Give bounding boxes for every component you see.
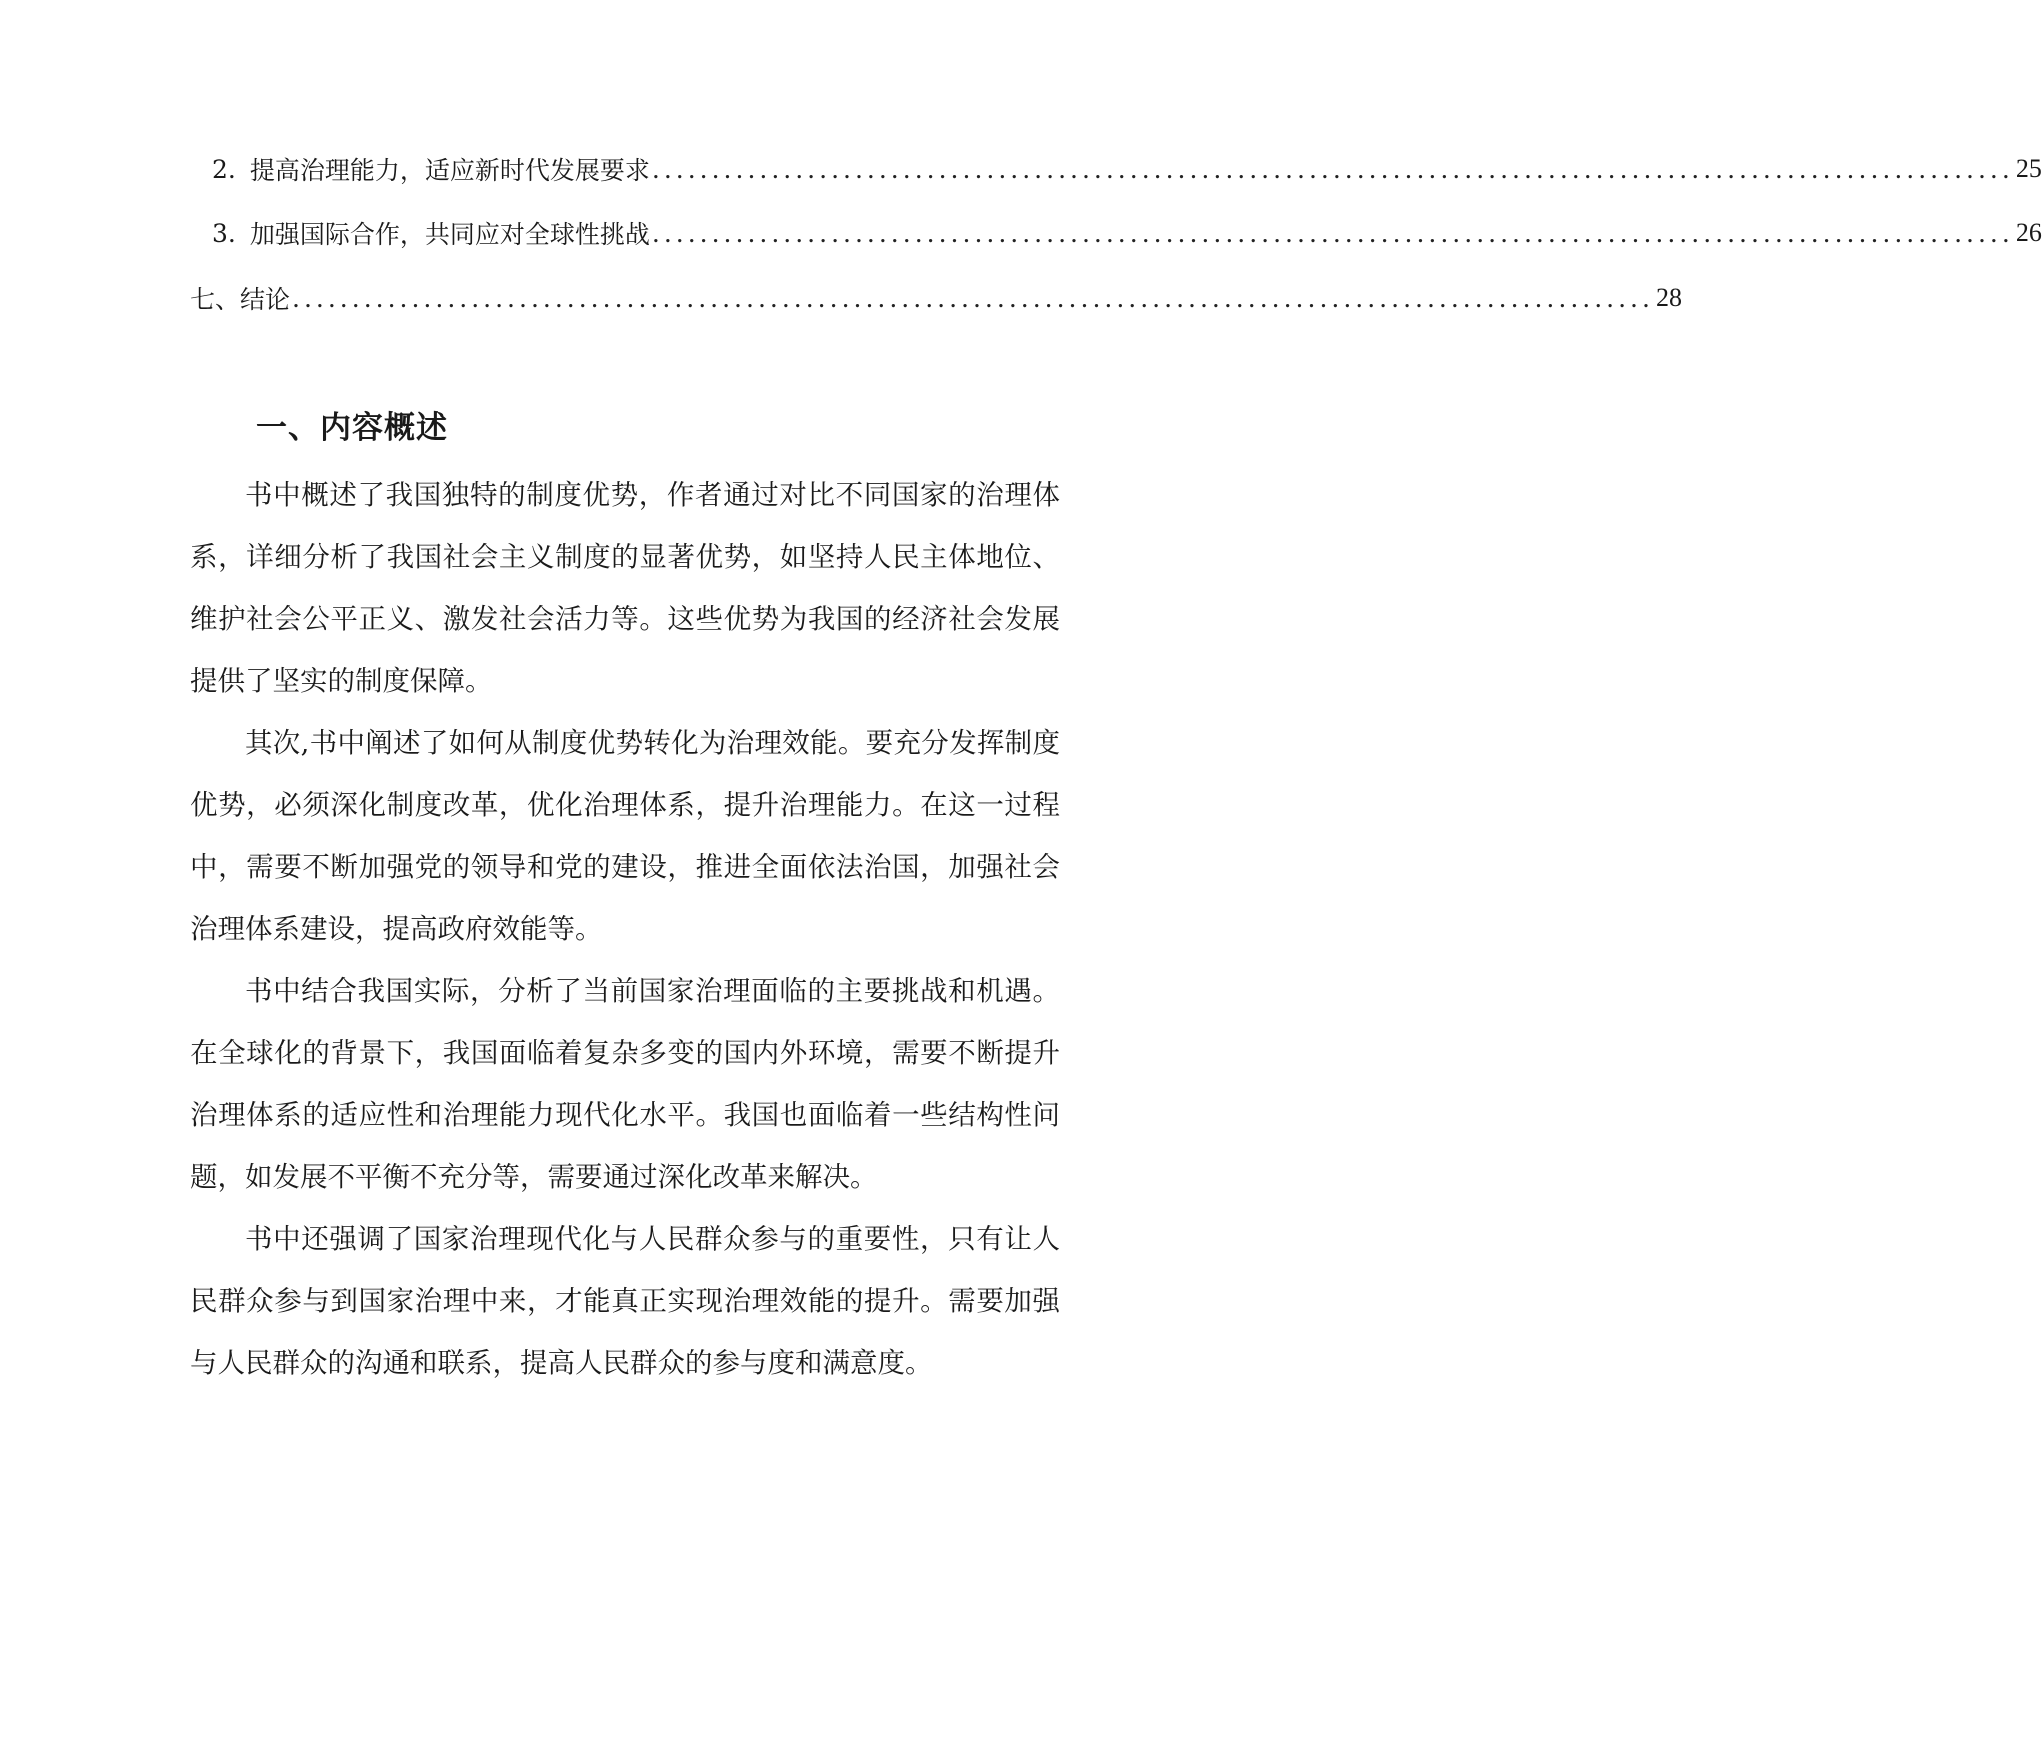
toc-entry-page: 26 xyxy=(2015,218,2042,247)
section-heading: 一、内容概述 xyxy=(256,410,448,447)
toc-entry-title: 七、结论 xyxy=(190,285,291,314)
body-paragraph: 书中结合我国实际，分析了当前国家治理面临的主要挑战和机遇。在全球化的背景下，我国面临着复杂多变的国内外环境，需要不断提升治理体系的适应性和治理能力现代化水平。我国也面临着一些结构性问题，如发展不平衡不充分等，需要通过深化改革来解决。 xyxy=(190,975,1060,1193)
toc-entry-title: 加强国际合作，共同应对全球性挑战 xyxy=(249,220,650,249)
toc-leader-dots: .................................................................................................................. xyxy=(292,283,1654,313)
toc-entry-title: 提高治理能力，适应新时代发展要求 xyxy=(249,156,650,185)
toc-entry-number: 3. xyxy=(212,218,236,248)
body-paragraph: 书中还强调了国家治理现代化与人民群众参与的重要性，只有让人民群众参与到国家治理中来，才能真正实现治理效能的提升。需要加强与人民群众的沟通和联系，提高人民群众的参与度和满意度。 xyxy=(190,1223,1060,1379)
body-paragraph: 书中概述了我国独特的制度优势，作者通过对比不同国家的治理体系，详细分析了我国社会主义制度的显著优势，如坚持人民主体地位、维护社会公平正义、激发社会活力等。这些优势为我国的经济社会发展提供了坚实的制度保障。 xyxy=(190,479,1060,697)
toc-entry[interactable] xyxy=(212,149,2042,189)
toc-entry[interactable] xyxy=(190,278,1682,318)
toc-leader-dots: .................................................................................................................. xyxy=(651,218,2014,248)
toc-entry-page: 25 xyxy=(2015,154,2042,183)
toc-entry[interactable] xyxy=(212,213,2042,253)
toc-entry-page: 28 xyxy=(1655,283,1682,312)
toc-leader-dots: .................................................................................................................. xyxy=(651,154,2014,184)
body-paragraph: 其次,书中阐述了如何从制度优势转化为治理效能。要充分发挥制度优势，必须深化制度改革，优化治理体系，提升治理能力。在这一过程中，需要不断加强党的领导和党的建设，推进全面依法治国，加强社会治理体系建设，提高政府效能等。 xyxy=(190,727,1060,945)
section-body xyxy=(190,464,1060,1394)
toc-entry-number: 2. xyxy=(212,154,236,184)
